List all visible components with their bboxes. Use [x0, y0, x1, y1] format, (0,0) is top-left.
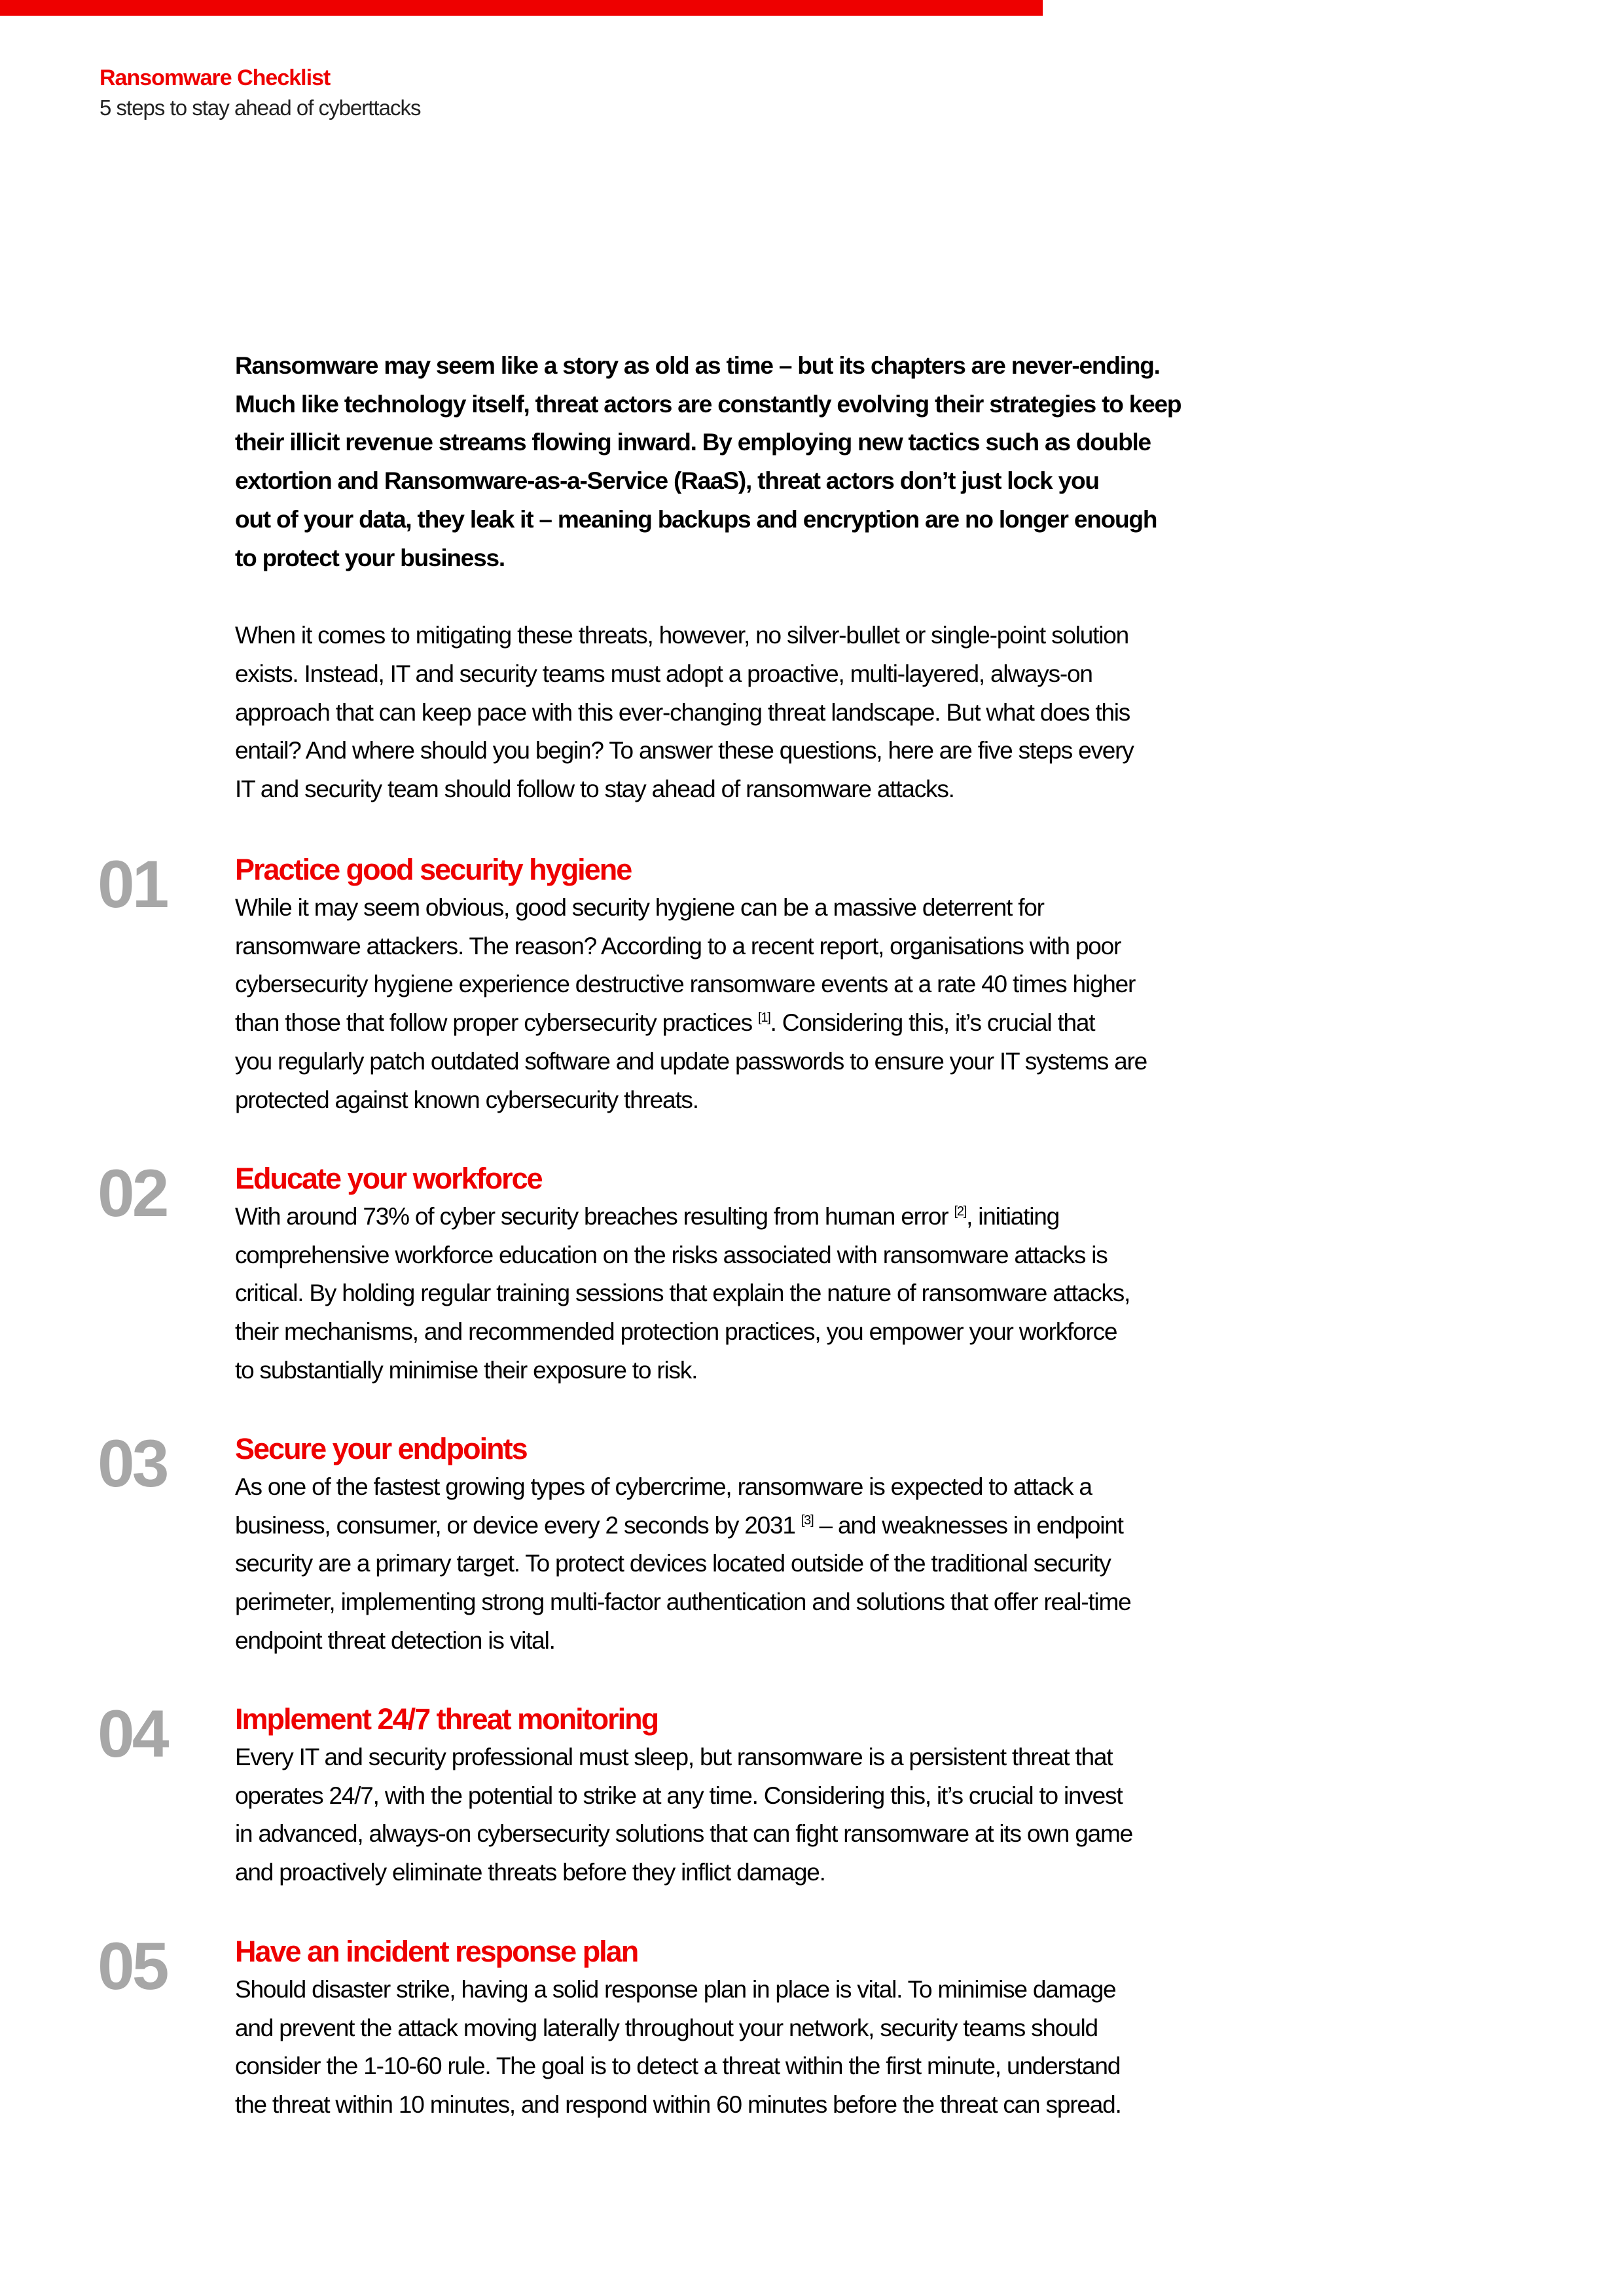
- intro-body-line: When it comes to mitigating these threats, however, no silver-bullet or single-point solution: [235, 622, 1129, 649]
- document-title: Ransomware Checklist: [99, 65, 331, 90]
- step-body-text: cybersecurity hygiene experience destructive ransomware events at a rate 40 times higher: [235, 971, 1136, 998]
- step-body-line: [235, 1468, 1130, 1507]
- step-body-text: their mechanisms, and recommended protection practices, you empower your workforce: [235, 1318, 1117, 1346]
- step-body-line: [235, 965, 1147, 1004]
- step-body: [235, 1738, 1132, 1892]
- step-body-line: [235, 2009, 1121, 2048]
- step-body-text: to substantially minimise their exposure to risk.: [235, 1356, 698, 1384]
- step-section: [98, 1696, 1133, 1892]
- step-body-text: Should disaster strike, having a solid response plan in place is vital. To minimise damage: [235, 1976, 1116, 2003]
- step-body-line: [235, 889, 1147, 927]
- intro-lead-line: their illicit revenue streams flowing inward. By employing new tactics such as double: [235, 429, 1151, 456]
- step-body-text: consider the 1-10-60 rule. The goal is to detect a threat within the first minute, understand: [235, 2053, 1121, 2080]
- step-body-text: business, consumer, or device every 2 seconds by 2031: [235, 1511, 801, 1539]
- step-body-line: [235, 1274, 1130, 1313]
- main-content: [98, 347, 1191, 2119]
- step-body: [235, 889, 1147, 1119]
- step-body-text: , initiating: [966, 1203, 1060, 1230]
- step-body-line: [235, 1352, 1130, 1390]
- step-section: [98, 1426, 1131, 1660]
- step-title: Secure your endpoints: [235, 1432, 527, 1465]
- step-body-line: [235, 1043, 1147, 1081]
- page-header: [99, 63, 420, 123]
- step-body-line: [235, 927, 1147, 966]
- step-body-text: perimeter, implementing strong multi-factor authentication and solutions that offer real-time: [235, 1588, 1131, 1616]
- intro-body-line: entail? And where should you begin? To answer these questions, here are five steps every: [235, 737, 1134, 764]
- step-body-text: – and weaknesses in endpoint: [813, 1511, 1123, 1539]
- step-number: 03: [98, 1426, 167, 1501]
- step-body-line: [235, 1583, 1130, 1622]
- step-body-text: security are a primary target. To protect devices located outside of the traditional security: [235, 1550, 1111, 1577]
- step-body-text: comprehensive workforce education on the risks associated with ransomware attacks is: [235, 1241, 1108, 1268]
- step-body-text: operates 24/7, with the potential to strike at any time. Considering this, it’s crucial to invest: [235, 1782, 1123, 1809]
- step-body-line: [235, 1738, 1132, 1777]
- intro-body-line: IT and security team should follow to stay ahead of ransomware attacks.: [235, 776, 954, 803]
- step-body-text: protected against known cybersecurity threats.: [235, 1086, 698, 1113]
- top-accent-bar: [0, 0, 1043, 16]
- intro-lead-paragraph: [235, 347, 1191, 577]
- intro-lead-line: Much like technology itself, threat actors are constantly evolving their strategies to keep: [235, 390, 1182, 418]
- step-body-line: [235, 1313, 1130, 1352]
- intro-lead-line: to protect your business.: [235, 544, 505, 571]
- step-title: Educate your workforce: [235, 1162, 542, 1195]
- step-body-text: in advanced, always-on cybersecurity solutions that can fight ransomware at its own game: [235, 1820, 1133, 1848]
- step-section: [98, 1156, 1130, 1390]
- step-number: 05: [98, 1929, 167, 2003]
- step-body: [235, 1198, 1130, 1390]
- step-body-text: Every IT and security professional must sleep, but ransomware is a persistent threat that: [235, 1744, 1113, 1770]
- step-body-line: [235, 2047, 1121, 2086]
- step-body-line: [235, 1081, 1147, 1120]
- step-body-text: ransomware attackers. The reason? According to a recent report, organisations with poor: [235, 932, 1121, 960]
- intro-body-line: approach that can keep pace with this ever-changing threat landscape. But what does this: [235, 698, 1130, 726]
- step-body: [235, 1971, 1121, 2125]
- intro-lead-line: Ransomware may seem like a story as old as time – but its chapters are never-ending.: [235, 352, 1160, 379]
- intro-body-paragraph: [235, 617, 1191, 809]
- step-number: 02: [98, 1156, 167, 1230]
- step-body-line: [235, 1815, 1132, 1854]
- step-body-line: [235, 1971, 1121, 2009]
- step-body-text: While it may seem obvious, good security hygiene can be a massive deterrent for: [235, 894, 1044, 921]
- step-body-text: With around 73% of cyber security breaches resulting from human error: [235, 1203, 954, 1230]
- document-subtitle: 5 steps to stay ahead of cyberttacks: [99, 96, 421, 120]
- step-body-text: critical. By holding regular training sessions that explain the nature of ransomware attacks,: [235, 1280, 1130, 1307]
- step-section: [98, 847, 1147, 1119]
- intro-lead-line: extortion and Ransomware-as-a-Service (RaaS), threat actors don’t just lock you: [235, 467, 1099, 495]
- step-body-text: . Considering this, it’s crucial that: [770, 1009, 1095, 1037]
- step-body-text: and prevent the attack moving laterally throughout your network, security teams should: [235, 2014, 1098, 2041]
- step-section: [98, 1929, 1121, 2125]
- step-title: Have an incident response plan: [235, 1935, 638, 1968]
- step-body-text: the threat within 10 minutes, and respond within 60 minutes before the threat can spread.: [235, 2091, 1121, 2119]
- step-body-line: [235, 1622, 1130, 1660]
- step-body-line: [235, 2086, 1121, 2125]
- step-body-line: [235, 1777, 1132, 1816]
- step-title: Implement 24/7 threat monitoring: [235, 1702, 659, 1736]
- intro-lead-line: out of your data, they leak it – meaning backups and encryption are no longer enough: [235, 505, 1157, 533]
- step-body-text: As one of the fastest growing types of cybercrime, ransomware is expected to attack a: [235, 1473, 1092, 1500]
- footnote-reference: [2]: [954, 1204, 967, 1219]
- step-body-text: and proactively eliminate threats before they inflict damage.: [235, 1859, 825, 1886]
- step-body-text: endpoint threat detection is vital.: [235, 1626, 555, 1654]
- step-body-text: you regularly patch outdated software and update passwords to ensure your IT systems are: [235, 1047, 1147, 1075]
- step-number: 04: [98, 1696, 167, 1771]
- step-body-line: [235, 1004, 1147, 1043]
- step-body-text: than those that follow proper cybersecurity practices: [235, 1009, 758, 1037]
- step-body-line: [235, 1545, 1130, 1583]
- footnote-reference: [3]: [801, 1513, 814, 1528]
- step-body-line: [235, 1507, 1130, 1545]
- step-number: 01: [98, 847, 167, 922]
- step-title: Practice good security hygiene: [235, 853, 632, 886]
- step-body: [235, 1468, 1130, 1660]
- step-body-line: [235, 1198, 1130, 1236]
- step-body-line: [235, 1854, 1132, 1892]
- step-body-line: [235, 1236, 1130, 1275]
- footnote-reference: [1]: [757, 1011, 770, 1026]
- intro-body-line: exists. Instead, IT and security teams must adopt a proactive, multi-layered, always-on: [235, 660, 1092, 687]
